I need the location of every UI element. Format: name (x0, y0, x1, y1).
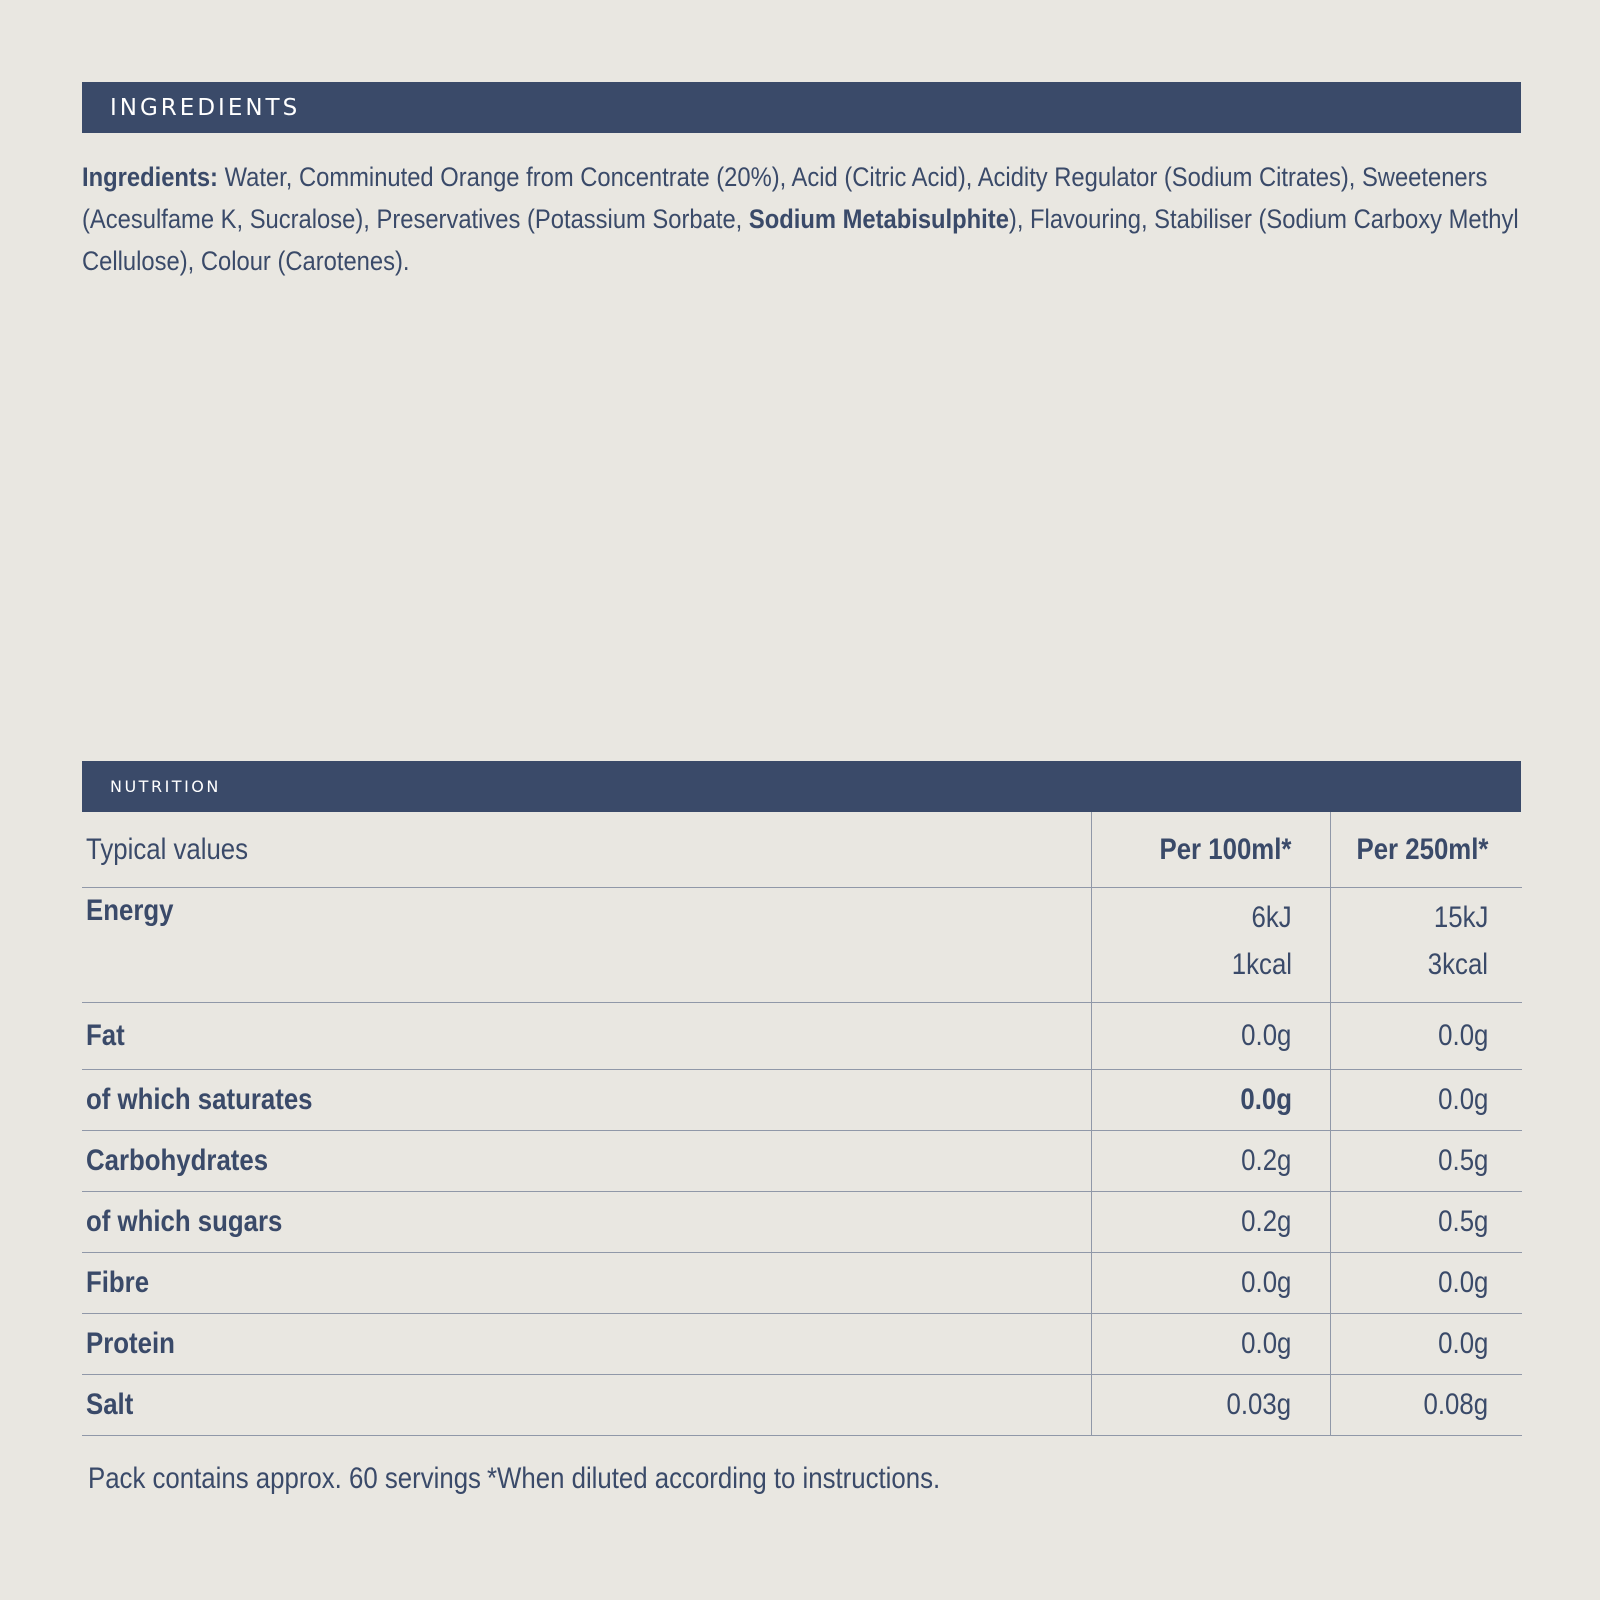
table-row-energy (82, 888, 1522, 1003)
servings-note: Pack contains approx. 60 servings (88, 1462, 481, 1495)
dilution-note: *When diluted according to instructions. (487, 1462, 941, 1495)
table-row (82, 1070, 1522, 1131)
nutrition-table (82, 812, 1522, 1436)
table-header-row (82, 812, 1522, 888)
table-row (82, 1131, 1522, 1192)
value-per-250ml: 0.0g (1330, 1070, 1522, 1131)
column-header-per-250ml: Per 250ml* (1330, 812, 1522, 888)
value-per-250ml: 0.0g (1330, 1003, 1522, 1070)
row-label: Protein (82, 1314, 1092, 1375)
row-label-energy: Energy (82, 888, 1092, 1003)
ingredients-list-part2: ), Flavouring, Stabiliser (Sodium Carboxy Methyl Cellulose), Colour (Carotenes). (82, 204, 1519, 276)
table-row (82, 1192, 1522, 1253)
value-per-100ml: 0.0g (1092, 1314, 1330, 1375)
value-per-100ml: 0.0g (1092, 1003, 1330, 1070)
ingredients-text (82, 156, 1522, 282)
value-per-100ml: 0.2g (1092, 1192, 1330, 1253)
ingredients-label: Ingredients: (82, 162, 218, 192)
energy-per-250ml-kj: 15kJ (1433, 901, 1488, 934)
column-header-per-100ml: Per 100ml* (1092, 812, 1330, 888)
nutrition-header (82, 761, 1521, 812)
row-label: Fibre (82, 1253, 1092, 1314)
column-header-typical-values: Typical values (82, 812, 1092, 888)
energy-per-250ml-kcal: 3kcal (1427, 948, 1488, 981)
value-per-250ml: 0.5g (1330, 1131, 1522, 1192)
ingredients-header-label: INGREDIENTS (110, 94, 301, 121)
row-label: Salt (82, 1375, 1092, 1436)
table-row (82, 1003, 1522, 1070)
value-per-250ml: 0.0g (1330, 1314, 1522, 1375)
value-per-250ml: 0.0g (1330, 1253, 1522, 1314)
allergen-sodium-metabisulphite: Sodium Metabisulphite (748, 204, 1009, 234)
energy-per-250ml (1330, 888, 1522, 1003)
value-per-100ml: 0.03g (1092, 1375, 1330, 1436)
nutrition-header-label: NUTRITION (110, 777, 221, 796)
ingredients-header (82, 82, 1521, 133)
energy-per-100ml-kcal: 1kcal (1231, 948, 1292, 981)
table-row (82, 1314, 1522, 1375)
energy-per-100ml-kj: 6kJ (1251, 901, 1292, 934)
value-per-250ml: 0.5g (1330, 1192, 1522, 1253)
row-label: Fat (82, 1003, 1092, 1070)
value-per-250ml: 0.08g (1330, 1375, 1522, 1436)
value-per-100ml: 0.0g (1092, 1070, 1330, 1131)
value-per-100ml: 0.0g (1092, 1253, 1330, 1314)
ingredients-list-part1: Water, Comminuted Orange from Concentrate (20%), Acid (Citric Acid), Acidity Regulator (Sodium Citrates), Sweeteners (Acesulfame K, Sucralose), Preservatives (Potassium Sorbate, (82, 162, 1488, 234)
row-label: of which saturates (82, 1070, 1092, 1131)
value-per-100ml: 0.2g (1092, 1131, 1330, 1192)
table-row (82, 1375, 1522, 1436)
row-label: of which sugars (82, 1192, 1092, 1253)
row-label: Carbohydrates (82, 1131, 1092, 1192)
table-row (82, 1253, 1522, 1314)
energy-per-100ml (1092, 888, 1330, 1003)
